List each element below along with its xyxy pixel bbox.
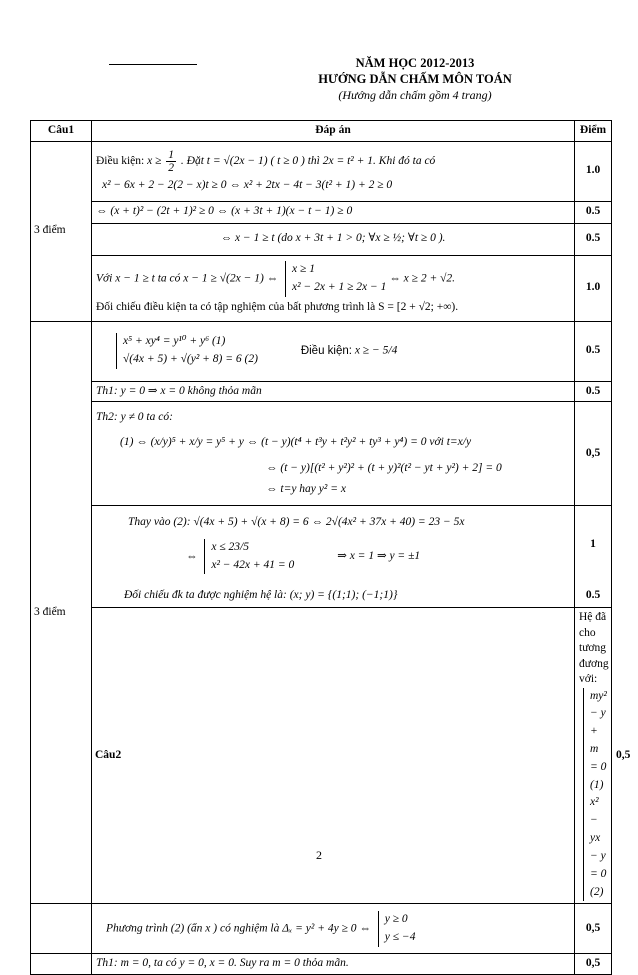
q1a-cond: x ≥ (147, 154, 162, 167)
q1a-step1 (92, 141, 575, 201)
q1b-sub: Thay vào (2): √(4x + 5) + √(x + 8) = 6 ⇔ 2√(4x² + 37x + 40) = 23 − 5x ⇔ x ≤ 23/5 x² − 42x + 41 = 0 ⇒ x = 1 ⇒ y = ±1 (92, 506, 575, 584)
q1b-final: Đối chiếu đk ta được nghiệm hệ là: (x; y) = {(1;1); (−1;1)} (92, 584, 575, 608)
q1b-row1 (31, 321, 612, 381)
q1a-score3: 0.5 (575, 223, 612, 255)
school-year: NĂM HỌC 2012-2013 (355, 56, 475, 70)
q1b-row2 (31, 381, 612, 402)
page-number: 2 (316, 848, 322, 862)
q1b-score1: 0.5 (575, 321, 612, 381)
q2-score3: 0,5 (575, 954, 612, 975)
q2-text3: Th1: m = 0, ta có y = 0, x = 0. Suy ra m = 0 thỏa mãn. (92, 954, 575, 975)
q1a-result: ⇔ x ≥ 2 + √2. (389, 272, 456, 285)
q2-row3 (31, 954, 612, 975)
q1b-system-cell (92, 321, 575, 381)
q2-row2 (31, 904, 612, 954)
q1b-th2-line2: ⇔ (t − y)[(t² + y²)² + (t + y)²(t² − yt + y²) + 2] = 0 (266, 461, 502, 474)
col-score: Điểm (575, 121, 612, 142)
q2-row1: Câu2 Hệ đã cho tương đương với: my² − y + m = 0 (1) x² − yx − y = 0 (2) 0,5 (31, 608, 612, 904)
q1b-th2-line1: (1) ⇔ (x/y)⁵ + x/y = y⁵ + y ⇔ (t − y)(t⁴ + t³y + t²y² + ty³ + y⁴) = 0 với t=x/y (120, 436, 472, 449)
q1b-cond: x ≥ − 5/4 (354, 344, 398, 357)
q1a-eq3: ⇔ x − 1 ≥ t (do x + 3t + 1 > 0; ∀x ≥ ½; ∀t ≥ 0 ). (92, 223, 575, 255)
q1b-row3 (31, 402, 612, 506)
q1a-row4 (31, 255, 612, 321)
q1b-sub-system: x ≤ 23/5 x² − 42x + 41 = 0 (204, 539, 294, 575)
q2-score2: 0,5 (575, 904, 612, 954)
q1a-row2 (31, 201, 612, 223)
col-answer: Đáp án (92, 121, 575, 142)
q1a-eq1: x² − 6x + 2 − 2(2 − x)t ≥ 0 ⇔ x² + 2tx − 4t − 3(t² + 1) + 2 ≥ 0 (102, 178, 393, 191)
q2-text2: Phương trình (2) (ẩn x ) có nghiệm là Δₓ = y² + 4y ≥ 0 ⇔ (106, 922, 371, 935)
q1b-score4: 1 (575, 506, 612, 584)
q1a-system: x ≥ 1 x² − 2x + 1 ≥ 2x − 1 (285, 261, 386, 297)
q1a-substitution: . Đặt t = √(2x − 1) ( t ≥ 0 ) thì 2x = t² + 1. Khi đó ta có (180, 154, 436, 167)
q1a-step4 (92, 255, 575, 321)
q1a-cond-label: Điều kiện: (96, 154, 145, 167)
q1a-row3 (31, 223, 612, 255)
col-question: Câu1 (31, 121, 92, 142)
q1b-row4 (31, 506, 612, 584)
q1b-points: 3 điểm (31, 321, 92, 904)
answer-table (30, 120, 631, 975)
q1a-points: 3 điểm (31, 141, 92, 321)
q1b-cond-label: Điều kiện: (300, 344, 352, 357)
q1b-sub-result: ⇒ x = 1 ⇒ y = ±1 (337, 550, 421, 563)
q1b-score3: 0,5 (575, 402, 612, 506)
q1a-conclusion: Đối chiếu điều kiện ta có tập nghiệm của bất phương trình là S = [2 + √2; +∞). (96, 300, 459, 313)
q1a-eq2: ⇔ (x + t)² − (2t + 1)² ≥ 0 ⇔ (x + 3t + 1)(x − t − 1) ≥ 0 (92, 201, 575, 223)
q1b-th2-head: Th2: y ≠ 0 ta có: (96, 410, 173, 423)
table-header-row (31, 121, 612, 142)
q1b-system: x⁵ + xy⁴ = y¹⁰ + y⁶ (1) √(4x + 5) + √(y² + 8) = 6 (2) (116, 333, 258, 369)
q1a-score1: 1.0 (575, 141, 612, 201)
q2-or-system: y ≥ 0 y ≤ −4 (378, 911, 416, 947)
q1b-th2-line3: ⇔ t=y hay y² = x (266, 483, 346, 496)
q1b-th2 (92, 402, 575, 506)
q1a-case-text: Với x − 1 ≥ t ta có x − 1 ≥ √(2x − 1) ⇔ (96, 272, 279, 285)
q2-label: Câu2 (92, 608, 575, 904)
doc-subtitle: (Hướng dẫn chấm gồm 4 trang) (338, 88, 492, 102)
q1b-th1: Th1: y = 0 ⇒ x = 0 không thỏa mãn (92, 381, 575, 402)
q2-step2 (92, 904, 575, 954)
q1a-score4: 1.0 (575, 255, 612, 321)
q1b-score5: 0.5 (575, 584, 612, 608)
doc-title: HƯỚNG DẪN CHẤM MÔN TOÁN (318, 72, 512, 86)
q1b-score2: 0.5 (575, 381, 612, 402)
q1a-half-fraction: $\frac{1}{2}$ (168, 148, 175, 174)
q2-text1: Hệ đã cho tương đương với: (579, 611, 609, 686)
q1b-sub-line1: Thay vào (2): √(4x + 5) + √(x + 8) = 6 ⇔ 2√(4x² + 37x + 40) = 23 − 5x (128, 516, 465, 529)
q2-system: my² − y + m = 0 (1) x² − yx − y = 0 (2) (583, 688, 607, 902)
q1a-score2: 0.5 (575, 201, 612, 223)
q1a-row1 (31, 141, 612, 201)
top-rule (109, 64, 197, 65)
q1b-row5 (31, 584, 612, 608)
